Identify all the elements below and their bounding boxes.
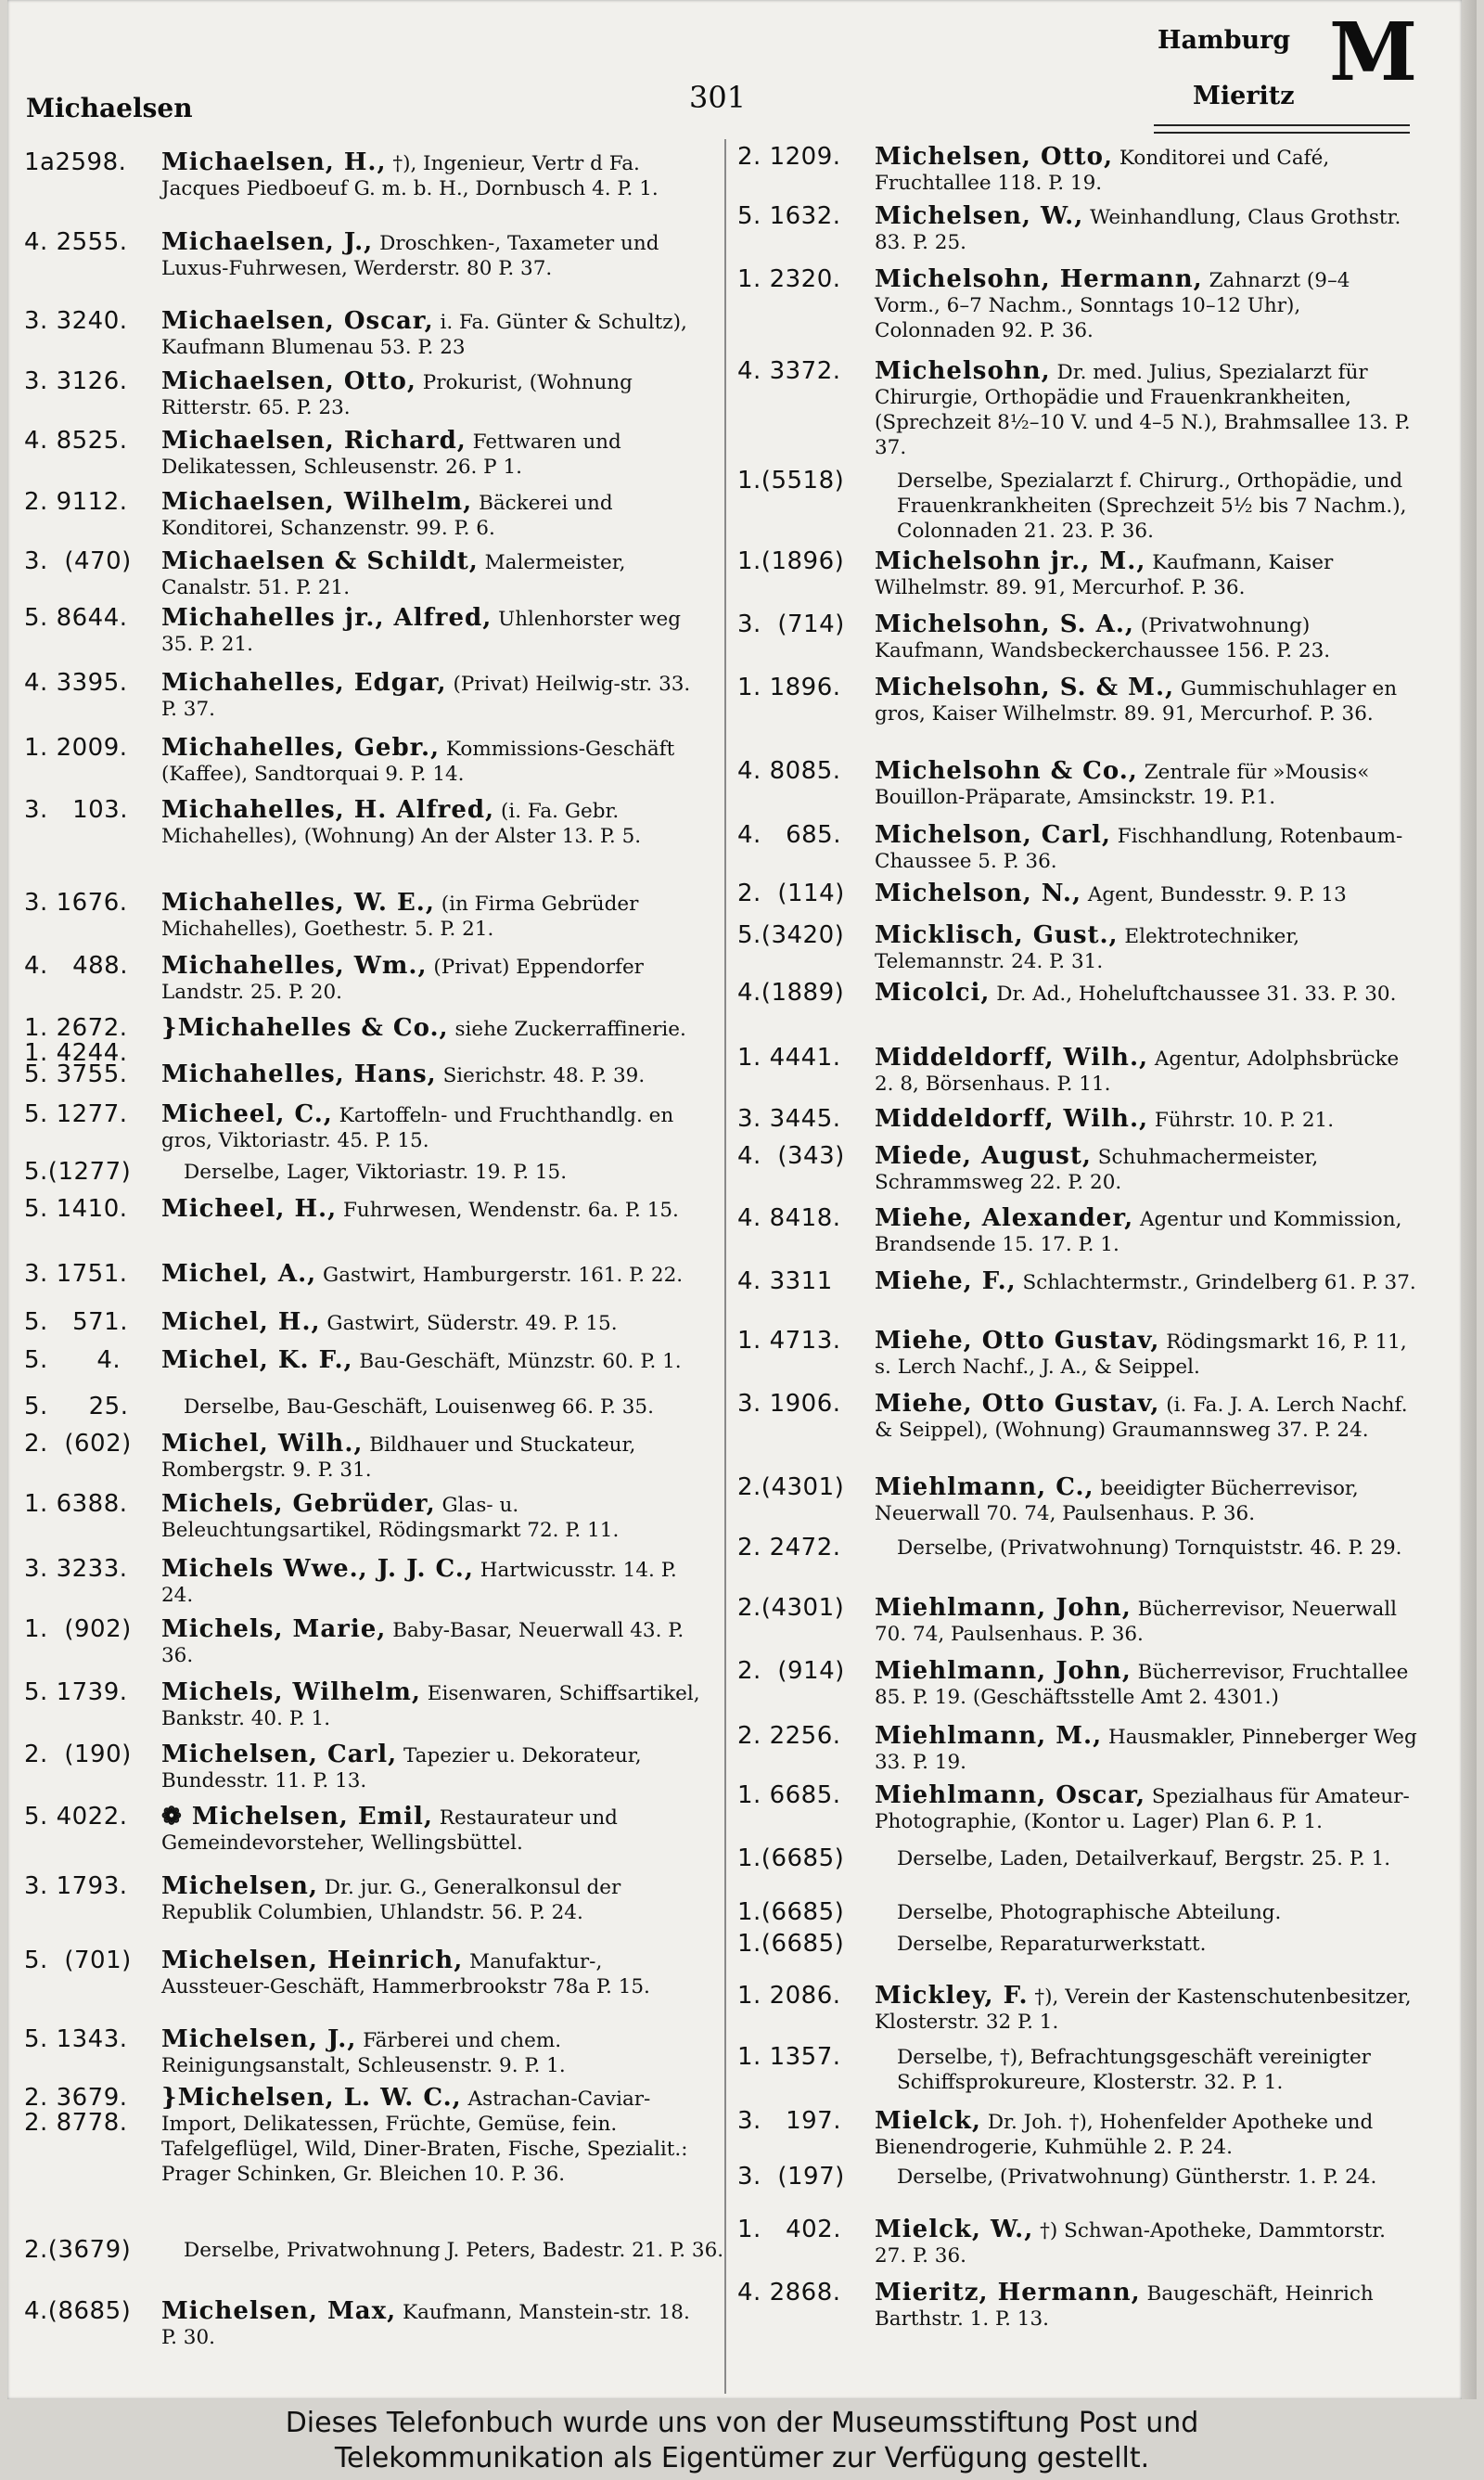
entry-text xyxy=(161,2238,726,2263)
entry-details: (Privat) Heilwig-str. 33. P. 37. xyxy=(161,673,691,721)
entry-details: Derselbe, Reparaturwerkstatt. xyxy=(897,1933,1207,1956)
entry-details: Agentur und Kommission, Brandsende 15. 17. P. 1. xyxy=(875,1208,1402,1256)
entry-details: Malermeister, Canalstr. 51. P. 21. xyxy=(161,551,626,599)
phone-number: 5. 4. xyxy=(24,1346,122,1374)
entry-details: Restaurateur und Gemeindevorsteher, Wellingsbüttel. xyxy=(161,1806,618,1855)
phone-number: 4. 2555. xyxy=(24,228,128,256)
running-head-left: Michaelsen xyxy=(26,93,193,123)
subscriber-name: Michelsen, J., xyxy=(161,2025,357,2053)
subscriber-name: Michelsohn jr., M., xyxy=(875,547,1146,575)
entry-text xyxy=(161,1394,726,1420)
subscriber-name: Michaelsen & Schildt, xyxy=(161,547,479,575)
phone-number: 3. (470) xyxy=(24,547,132,575)
entry-text xyxy=(161,606,704,657)
subscriber-name: Michelsen, Max, xyxy=(161,2297,397,2325)
phone-number: 2. 9112. xyxy=(24,488,128,516)
subscriber-name: Miehe, F., xyxy=(875,1267,1017,1295)
phone-number: 4. 8525. xyxy=(24,427,128,455)
entry-text xyxy=(161,1310,704,1336)
subscriber-name: Michelsen, W., xyxy=(875,202,1084,230)
entry-text xyxy=(875,612,1417,663)
phone-number: 5. 1277. xyxy=(24,1100,128,1128)
entry-text xyxy=(875,1659,1417,1710)
phone-number: 4. 3395. xyxy=(24,669,128,697)
entry-details: Führstr. 10. P. 21. xyxy=(1148,1109,1335,1132)
entry-details: siehe Zuckerraffinerie. xyxy=(448,1018,686,1041)
subscriber-name: Michelsohn, Hermann, xyxy=(875,265,1203,293)
entry-details: beeidigter Bücherrevisor, Neuerwall 70. 74, Paulsenhaus. P. 36. xyxy=(875,1477,1359,1525)
subscriber-name: Michelsen, Carl, xyxy=(161,1741,398,1768)
footer-line-2: Telekommunikation als Eigentümer zur Verfügung gestellt. xyxy=(334,2442,1150,2474)
entry-details: Elektrotechniker, Telemannstr. 24. P. 31. xyxy=(875,925,1300,973)
entry-text xyxy=(875,1475,1417,1526)
subscriber-name: Mickley, F. xyxy=(875,1982,1029,2010)
entry-details: †) Schwan-Apotheke, Dammtorstr. 27. P. 36. xyxy=(875,2219,1387,2268)
entry-text xyxy=(875,469,1439,544)
entry-details: (in Firma Gebrüder Michahelles), Goethestr. 5. P. 21. xyxy=(161,893,639,941)
entry-details: †), Ingenieur, Vertr d Fa. Jacques Piedboeuf G. m. b. H., Dornbusch 4. P. 1. xyxy=(161,152,659,200)
directory-page xyxy=(7,0,1462,2399)
entry-details: (i. Fa. Gebr. Michahelles), (Wohnung) An der Alster 13. P. 5. xyxy=(161,800,642,848)
entry-details: Dr. Ad., Hoheluftchaussee 31. 33. P. 30. xyxy=(990,983,1397,1006)
entry-text xyxy=(161,1348,704,1374)
subscriber-name: Miehlmann, C., xyxy=(875,1473,1094,1501)
entry-details: Bildhauer und Stuckateur, Rombergstr. 9. P. 31. xyxy=(161,1433,636,1482)
entry-details: Derselbe, Spezialarzt f. Chirurg., Orthopädie, und Frauenkrankheiten (Sprechzeit 5½ bis 7 Nachm.), Colonnaden 21. 23. P. 36. xyxy=(897,469,1407,543)
phone-number: 5. 1739. xyxy=(24,1678,128,1706)
entry-text xyxy=(161,2299,704,2350)
subscriber-name: Micolci, xyxy=(875,979,991,1007)
entry-text xyxy=(875,1046,1417,1097)
entry-text xyxy=(875,1206,1417,1257)
entry-details: Bau-Geschäft, Münzstr. 60. P. 1. xyxy=(352,1350,682,1373)
entry-text xyxy=(875,1783,1417,1834)
entry-text xyxy=(875,267,1417,343)
phone-number: 2. 1209. xyxy=(737,143,841,171)
header-rule xyxy=(1154,124,1410,134)
entry-details: Dr. med. Julius, Spezialarzt für Chirurgie, Orthopädie und Frauenkrankheiten, (Sprechzeit 8½–10 V. und 4–5 N.), Brahmsallee 13. P. 37. xyxy=(875,361,1411,459)
subscriber-name: }Michahelles & Co., xyxy=(161,1014,449,1042)
entry-details: Gastwirt, Hamburgerstr. 161. P. 22. xyxy=(316,1264,684,1287)
entry-text xyxy=(161,1062,704,1088)
phone-number: 1a2598. xyxy=(24,148,127,176)
phone-number: 1.(6685) xyxy=(737,1844,845,1872)
entry-details: Baby-Basar, Neuerwall 43. P. 36. xyxy=(161,1619,684,1667)
subscriber-name: ❁ Michelsen, Emil, xyxy=(161,1803,433,1831)
entry-details: Derselbe, Privatwohnung J. Peters, Badestr. 21. P. 36. xyxy=(184,2239,724,2262)
entry-text xyxy=(875,2045,1439,2095)
phone-number: 3. 1751. xyxy=(24,1260,128,1288)
entry-text xyxy=(875,2165,1439,2190)
entry-text xyxy=(875,823,1417,874)
entry-text xyxy=(875,1932,1439,1957)
phone-number: 3. (714) xyxy=(737,610,845,638)
entry-text xyxy=(161,1742,704,1793)
phone-number: 1.(6685) xyxy=(737,1930,845,1958)
subscriber-name: Miehe, Otto Gustav, xyxy=(875,1327,1160,1355)
entry-details: Derselbe, Photographische Abteilung. xyxy=(897,1901,1282,1924)
entry-text xyxy=(875,1724,1417,1775)
column-divider xyxy=(724,139,726,2394)
entry-details: Droschken-, Taxameter und Luxus-Fuhrwesen, Werderstr. 80 P. 37. xyxy=(161,232,659,280)
entry-details: Weinhandlung, Claus Grothstr. 83. P. 25. xyxy=(875,206,1401,254)
phone-number: 2. (190) xyxy=(24,1741,132,1768)
phone-number: 1. 2320. xyxy=(737,265,841,293)
entry-details: Derselbe, (Privatwohnung) Tornquiststr. 46. P. 29. xyxy=(897,1536,1402,1560)
entry-details: Bücherrevisor, Fruchtallee 85. P. 19. (Geschäftsstelle Amt 2. 4301.) xyxy=(875,1661,1409,1709)
entry-details: Dr. jur. G., Generalkonsul der Republik Columbien, Uhlandstr. 56. P. 24. xyxy=(161,1876,621,1924)
entry-details: Kartoffeln- und Fruchthandlg. en gros, Viktoriastr. 45. P. 15. xyxy=(161,1104,674,1152)
subscriber-name: Miehe, Otto Gustav, xyxy=(875,1390,1160,1418)
phone-number: 5. 3755. xyxy=(24,1060,128,1088)
entry-text xyxy=(161,1160,726,1185)
entry-details: Bücherrevisor, Neuerwall 70. 74, Paulsenhaus. P. 36. xyxy=(875,1598,1398,1646)
entry-text xyxy=(161,429,704,480)
subscriber-name: Michelson, Carl, xyxy=(875,821,1111,849)
entry-text xyxy=(875,2109,1417,2160)
entry-text xyxy=(875,1900,1439,1925)
entry-text xyxy=(875,1392,1417,1443)
phone-number: 1. (902) xyxy=(24,1615,132,1643)
entry-text xyxy=(161,150,704,201)
phone-number: 5. 1343. xyxy=(24,2025,128,2053)
entry-text xyxy=(161,549,704,600)
entry-details: (i. Fa. J. A. Lerch Nachf. & Seippel), (Wohnung) Graumannsweg 37. P. 24. xyxy=(875,1394,1408,1442)
subscriber-name: Micklisch, Gust., xyxy=(875,921,1119,949)
phone-number: 3. 3233. xyxy=(24,1555,128,1583)
phone-number: 1. 4713. xyxy=(737,1327,841,1355)
subscriber-name: Michahelles, Hans, xyxy=(161,1060,437,1088)
subscriber-name: Micheel, C., xyxy=(161,1100,333,1128)
entry-details: Agentur, Adolphsbrücke 2. 8, Börsenhaus. P. 11. xyxy=(875,1047,1400,1096)
phone-number: 1. 4441. xyxy=(737,1044,841,1072)
entry-details: Spezialhaus für Amateur-Photographie, (Kontor u. Lager) Plan 6. P. 1. xyxy=(875,1785,1410,1833)
subscriber-name: Michelsen, Otto, xyxy=(875,143,1114,171)
subscriber-name: Miede, August, xyxy=(875,1142,1092,1170)
entry-text xyxy=(161,369,704,420)
entry-text xyxy=(161,490,704,541)
phone-number: 3. 1793. xyxy=(24,1872,128,1900)
entry-details: Fischhandlung, Rotenbaum-Chaussee 5. P. 36. xyxy=(875,825,1403,873)
entry-text xyxy=(875,1144,1417,1195)
phone-number: 2. 2472. xyxy=(737,1534,841,1561)
subscriber-name: Michels, Wilhelm, xyxy=(161,1678,421,1706)
phone-number: 1. 1357. xyxy=(737,2043,841,2071)
phone-number: 5.(1277) xyxy=(24,1158,132,1186)
subscriber-name: Michaelsen, Otto, xyxy=(161,367,416,395)
subscriber-name: Michahelles, Gebr., xyxy=(161,734,441,762)
subscriber-name: Mielck, xyxy=(875,2107,981,2135)
entry-text xyxy=(161,954,704,1005)
subscriber-name: Michahelles jr., Alfred, xyxy=(161,604,493,632)
entry-details: Gastwirt, Süderstr. 49. P. 15. xyxy=(320,1312,618,1335)
entry-text xyxy=(161,1102,704,1153)
subscriber-name: Michel, Wilh., xyxy=(161,1430,364,1458)
entry-text xyxy=(875,1536,1439,1561)
subscriber-name: Michahelles, H. Alfred, xyxy=(161,796,495,824)
entry-details: Baugeschäft, Heinrich Barthstr. 1. P. 13. xyxy=(875,2282,1374,2331)
entry-details: Konditorei und Café, Fruchtallee 118. P. 19. xyxy=(875,147,1330,195)
entry-details: Hausmakler, Pinneberger Weg 33. P. 19. xyxy=(875,1726,1417,1774)
subscriber-name: Michaelsen, Wilhelm, xyxy=(161,488,473,516)
subscriber-name: Miehlmann, John, xyxy=(875,1594,1132,1622)
subscriber-name: Miehlmann, Oscar, xyxy=(875,1781,1146,1809)
subscriber-name: Miehlmann, John, xyxy=(875,1657,1132,1685)
subscriber-name: Michel, A., xyxy=(161,1260,317,1288)
entry-details: (Privat) Eppendorfer Landstr. 25. P. 20. xyxy=(161,956,644,1004)
entry-details: Uhlenhorster weg 35. P. 21. xyxy=(161,608,681,656)
entry-details: Gummischuhlager en gros, Kaiser Wilhelmstr. 89. 91, Mercurhof. P. 36. xyxy=(875,677,1398,726)
phone-number: 2. 3679. 2. 8778. xyxy=(24,2084,128,2137)
entry-text xyxy=(875,359,1417,460)
entry-details: Fettwaren und Delikatessen, Schleusenstr. 26. P 1. xyxy=(161,430,621,479)
phone-number: 4. 685. xyxy=(737,821,841,849)
entry-details: Kommissions-Geschäft (Kaffee), Sandtorquai 9. P. 14. xyxy=(161,738,675,786)
subscriber-name: Micheel, H., xyxy=(161,1195,338,1223)
phone-number: 3. 197. xyxy=(737,2107,841,2135)
phone-number: 2.(3679) xyxy=(24,2236,132,2264)
entry-details: Derselbe, Bau-Geschäft, Louisenweg 66. P. 35. xyxy=(184,1395,654,1419)
phone-number: 2.(4301) xyxy=(737,1594,845,1622)
entry-text xyxy=(875,204,1417,255)
entry-text xyxy=(875,1846,1439,1871)
subscriber-name: Michelsohn, xyxy=(875,357,1051,385)
subscriber-name: Michels, Marie, xyxy=(161,1615,387,1643)
entry-text xyxy=(161,1617,704,1668)
phone-number: 3. 3126. xyxy=(24,367,128,395)
entry-text xyxy=(875,759,1417,810)
entry-text xyxy=(161,1805,704,1856)
phone-number: 1. 6685. xyxy=(737,1781,841,1809)
page-number: 301 xyxy=(689,80,747,115)
section-letter: M xyxy=(1329,6,1418,99)
subscriber-name: Michelsen, Heinrich, xyxy=(161,1947,464,1974)
entry-text xyxy=(161,2086,704,2187)
entry-details: Astrachan-Caviar-Import, Delikatessen, Früchte, Gemüse, fein. Tafelgeflügel, Wild, Diner-Braten, Fische, Spezialit.: Prager Schinken, Gr. Bleichen 10. P. 36. xyxy=(161,2088,688,2186)
entry-details: Tapezier u. Dekorateur, Bundesstr. 11. P. 13. xyxy=(161,1744,642,1793)
entry-details: Rödingsmarkt 16, P. 11, s. Lerch Nachf., J. A., & Seippel. xyxy=(875,1330,1407,1379)
phone-number: 1.(1896) xyxy=(737,547,845,575)
entry-text xyxy=(161,1016,704,1042)
entry-text xyxy=(161,736,704,787)
entry-details: Derselbe, †), Befrachtungsgeschäft vereinigter Schiffsprokureure, Klosterstr. 32. P. 1. xyxy=(897,2046,1371,2094)
entry-details: Fuhrwesen, Wendenstr. 6a. P. 15. xyxy=(337,1199,679,1222)
subscriber-name: Michelsohn & Co., xyxy=(875,757,1138,785)
entry-details: Sierichstr. 48. P. 39. xyxy=(436,1064,646,1087)
running-head-right: Mieritz xyxy=(1193,82,1295,110)
entry-text xyxy=(875,2217,1417,2268)
phone-number: 3. 1906. xyxy=(737,1390,841,1418)
subscriber-name: Middeldorff, Wilh., xyxy=(875,1044,1149,1072)
entry-details: Zentrale für »Mousis« Bouillon-Präparate, Amsinckstr. 19. P.1. xyxy=(875,761,1370,809)
phone-number: 4. 3311 xyxy=(737,1267,833,1295)
phone-number: 5. 8644. xyxy=(24,604,128,632)
entry-details: Prokurist, (Wohnung Ritterstr. 65. P. 23. xyxy=(161,371,633,419)
entry-text xyxy=(161,798,704,849)
phone-number: 4.(8685) xyxy=(24,2297,132,2325)
subscriber-name: Michaelsen, J., xyxy=(161,228,374,256)
phone-number: 5. 25. xyxy=(24,1393,129,1420)
subscriber-name: Michaelsen, H., xyxy=(161,148,387,176)
entry-details: Kaufmann, Manstein-str. 18. P. 30. xyxy=(161,2301,690,2349)
entry-details: †), Verein der Kastenschutenbesitzer, Klosterstr. 32 P. 1. xyxy=(875,1985,1412,2034)
phone-number: 4. 2868. xyxy=(737,2279,841,2307)
subscriber-name: Michaelsen, Richard, xyxy=(161,427,467,455)
entry-text xyxy=(875,981,1417,1007)
entry-text xyxy=(161,1197,704,1223)
entry-text xyxy=(875,1984,1417,2035)
subscriber-name: Michahelles, Edgar, xyxy=(161,669,447,697)
phone-number: 2. (114) xyxy=(737,880,845,907)
entry-text xyxy=(161,1680,704,1731)
entry-text xyxy=(161,1874,704,1925)
subscriber-name: Miehe, Alexander, xyxy=(875,1204,1134,1232)
subscriber-name: Middeldorff, Wilh., xyxy=(875,1105,1149,1133)
entry-text xyxy=(161,671,704,722)
entry-details: (Privatwohnung) Kaufmann, Wandsbeckerchaussee 156. P. 23. xyxy=(875,614,1331,662)
phone-number: 1.(6685) xyxy=(737,1898,845,1926)
phone-number: 1. 6388. xyxy=(24,1490,128,1518)
subscriber-name: Michel, H., xyxy=(161,1308,321,1336)
subscriber-name: Michelsohn, S. A., xyxy=(875,610,1134,638)
entry-text xyxy=(161,1948,704,1999)
entry-text xyxy=(161,309,704,360)
phone-number: 5. 571. xyxy=(24,1308,128,1336)
phone-number: 4. 488. xyxy=(24,952,128,980)
phone-number: 2.(4301) xyxy=(737,1473,845,1501)
entry-text xyxy=(875,1269,1417,1295)
phone-number: 1. 2009. xyxy=(24,734,128,762)
phone-number: 3. 103. xyxy=(24,796,128,824)
entry-text xyxy=(875,1329,1417,1380)
entry-text xyxy=(875,145,1417,196)
subscriber-name: }Michelsen, L. W. C., xyxy=(161,2084,462,2112)
entry-details: Manufaktur-, Aussteuer-Geschäft, Hammerbrookstr 78a P. 15. xyxy=(161,1950,650,1998)
subscriber-name: Michelsohn, S. & M., xyxy=(875,674,1175,701)
phone-number: 1. 2672. 1. 4244. xyxy=(24,1014,128,1067)
phone-number: 1. 1896. xyxy=(737,674,841,701)
phone-number: 3. 3445. xyxy=(737,1105,841,1133)
scan-page-edge xyxy=(1462,0,1477,2399)
phone-number: 5. 1632. xyxy=(737,202,841,230)
entry-details: Hartwicusstr. 14. P. 24. xyxy=(161,1559,677,1607)
subscriber-name: Michel, K. F., xyxy=(161,1346,353,1374)
subscriber-name: Michahelles, Wm., xyxy=(161,952,428,980)
entry-details: Derselbe, Laden, Detailverkauf, Bergstr. 25. P. 1. xyxy=(897,1847,1391,1870)
entry-text xyxy=(161,2027,704,2078)
entry-details: Zahnarzt (9–4 Vorm., 6–7 Nachm., Sonntags 10–12 Uhr), Colonnaden 92. P. 36. xyxy=(875,269,1350,342)
phone-number: 4. 8085. xyxy=(737,757,841,785)
entry-text xyxy=(161,1262,704,1288)
subscriber-name: Mielck, W., xyxy=(875,2216,1034,2243)
subscriber-name: Michelsen, xyxy=(161,1872,318,1900)
entry-details: i. Fa. Günter & Schultz), Kaufmann Blumenau 53. P. 23 xyxy=(161,311,687,359)
entry-details: Dr. Joh. †), Hohenfelder Apotheke und Bienendrogerie, Kuhmühle 2. P. 24. xyxy=(875,2111,1374,2159)
entry-text xyxy=(161,1432,704,1483)
entry-text xyxy=(161,1492,704,1543)
phone-number: 5. (701) xyxy=(24,1947,132,1974)
phone-number: 1. 2086. xyxy=(737,1982,841,2010)
entry-details: Derselbe, Lager, Viktoriastr. 19. P. 15. xyxy=(184,1161,568,1184)
entry-details: Schlachtermstr., Grindelberg 61. P. 37. xyxy=(1016,1271,1416,1294)
phone-number: 2. 2256. xyxy=(737,1722,841,1750)
entry-details: Färberei und chem. Reinigungsanstalt, Schleusenstr. 9. P. 1. xyxy=(161,2029,566,2077)
subscriber-name: Michelson, N., xyxy=(875,880,1082,907)
phone-number: 3. (197) xyxy=(737,2163,845,2191)
phone-number: 1.(5518) xyxy=(737,467,845,495)
entry-text xyxy=(161,230,704,281)
phone-number: 3. 3240. xyxy=(24,307,128,335)
entry-details: Kaufmann, Kaiser Wilhelmstr. 89. 91, Mercurhof. P. 36. xyxy=(875,551,1334,599)
entry-text xyxy=(875,881,1417,907)
entry-details: Glas- u. Beleuchtungsartikel, Rödingsmarkt 72. P. 11. xyxy=(161,1494,620,1542)
entry-text xyxy=(875,1596,1417,1647)
entry-text xyxy=(875,549,1417,600)
entry-details: Agent, Bundesstr. 9. P. 13 xyxy=(1081,883,1347,906)
subscriber-name: Michahelles, W. E., xyxy=(161,889,435,917)
entry-text xyxy=(875,1107,1417,1133)
phone-number: 1. 402. xyxy=(737,2216,841,2243)
entry-text xyxy=(875,923,1417,974)
subscriber-name: Mieritz, Hermann, xyxy=(875,2279,1141,2307)
entry-details: Eisenwaren, Schiffsartikel, Bankstr. 40. P. 1. xyxy=(161,1682,700,1730)
phone-number: 4.(1889) xyxy=(737,979,845,1007)
entry-text xyxy=(875,2281,1417,2332)
phone-number: 2. (914) xyxy=(737,1657,845,1685)
phone-number: 4. (343) xyxy=(737,1142,845,1170)
phone-number: 2. (602) xyxy=(24,1430,132,1458)
entry-text xyxy=(875,675,1417,726)
entry-details: Derselbe, (Privatwohnung) Güntherstr. 1. P. 24. xyxy=(897,2165,1377,2189)
running-head-city: Hamburg xyxy=(1158,26,1291,55)
footer-banner xyxy=(0,2399,1484,2480)
subscriber-name: Miehlmann, M., xyxy=(875,1722,1103,1750)
entry-text xyxy=(161,1557,704,1608)
phone-number: 5.(3420) xyxy=(737,921,845,949)
phone-number: 4. 3372. xyxy=(737,357,841,385)
phone-number: 3. 1676. xyxy=(24,889,128,917)
phone-number: 5. 4022. xyxy=(24,1803,128,1831)
subscriber-name: Michels, Gebrüder, xyxy=(161,1490,436,1518)
phone-number: 5. 1410. xyxy=(24,1195,128,1223)
entry-details: Schuhmachermeister, Schrammsweg 22. P. 20. xyxy=(875,1146,1319,1194)
subscriber-name: Michels Wwe., J. J. C., xyxy=(161,1555,474,1583)
phone-number: 4. 8418. xyxy=(737,1204,841,1232)
subscriber-name: Michaelsen, Oscar, xyxy=(161,307,434,335)
footer-line-1: Dieses Telefonbuch wurde uns von der Museumsstiftung Post und xyxy=(285,2407,1199,2439)
entry-details: Bäckerei und Konditorei, Schanzenstr. 99. P. 6. xyxy=(161,492,613,540)
entry-text xyxy=(161,891,704,942)
